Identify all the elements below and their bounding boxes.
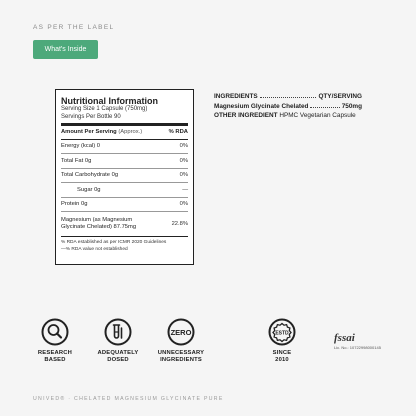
amount-per-serving: Amount Per Serving <box>61 129 117 135</box>
nutrient-value: 0% <box>179 157 188 164</box>
rda-header: % RDA <box>168 129 188 135</box>
nutrient-label: Protein 0g <box>61 201 88 207</box>
nutrient-label: Magnesium (as Magnesium Glycinate Chelated) 87.75mg <box>61 217 137 230</box>
ingredient-qty: 750mg <box>341 102 362 110</box>
other-ingredient-row <box>214 111 362 121</box>
ingredients-panel <box>214 92 362 121</box>
servings-per-bottle: Servings Per Bottle 90 <box>61 113 121 120</box>
badge-research-based <box>25 318 85 364</box>
nutrition-row-sugar <box>61 183 188 198</box>
fssai-license: Lic. No.: 10722998000145 <box>334 345 381 350</box>
nutrient-value: 0% <box>179 143 188 149</box>
nutrient-label: Total Carbohydrate 0g <box>61 172 119 178</box>
ingredient-name: Magnesium Glycinate Chelated <box>214 102 309 110</box>
footer-text: UNIVED® · CHELATED MAGNESIUM GLYCINATE PURE <box>33 396 224 402</box>
rda-note: % RDA established as per ICMR 2020 Guidelines <box>61 240 167 245</box>
fssai-logo: fssai <box>334 332 355 344</box>
top-label: AS PER THE LABEL <box>33 24 115 31</box>
rda-not-established-note: —% RDA value not established <box>61 246 128 252</box>
badge-since-2010 <box>252 318 312 364</box>
nutrient-label: Total Fat 0g <box>61 157 92 164</box>
badge-caption <box>88 350 148 364</box>
other-ingredient-value: HPMC Vegetarian Capsule <box>279 112 356 119</box>
badge-caption-line: INGREDIENTS <box>160 357 202 363</box>
other-ingredient-label: OTHER INGREDIENT <box>214 112 278 119</box>
ingredients-heading: INGREDIENTS <box>214 93 258 100</box>
nutrition-row-energy <box>61 140 188 155</box>
nutrition-title: Nutritional Information <box>61 96 158 106</box>
nutrition-notes <box>61 240 188 253</box>
nutrition-row-fat <box>61 154 188 169</box>
nutrition-header-row <box>61 126 188 140</box>
nutrition-row-protein <box>61 198 188 213</box>
ingredient-row <box>214 102 362 112</box>
badge-caption-line: 2010 <box>275 357 289 363</box>
nutrient-value: — <box>182 186 188 193</box>
approx-label: (Approx.) <box>118 129 143 135</box>
estd-icon-text: ESTD <box>275 330 289 337</box>
fssai-mark <box>334 333 404 350</box>
badge-caption-line: RESEARCH <box>37 350 73 356</box>
magnifier-icon <box>41 318 69 346</box>
badge-caption-line: UNNECESSARY <box>157 350 205 356</box>
nutrition-facts-label <box>55 89 194 265</box>
nutrition-row-magnesium <box>61 212 188 237</box>
nutrient-value: 0% <box>179 201 188 207</box>
badge-caption-line: DOSED <box>107 357 129 363</box>
badge-caption-line: ADEQUATELY <box>97 350 139 356</box>
estd-seal-icon <box>268 318 296 346</box>
zero-icon <box>167 318 195 346</box>
nutrition-row-carbohydrate <box>61 169 188 184</box>
dotted-leader <box>310 107 339 108</box>
nutrient-value: 22.8% <box>171 220 188 227</box>
test-tube-icon <box>104 318 132 346</box>
badge-caption <box>151 350 211 364</box>
badge-adequately-dosed <box>88 318 148 364</box>
badge-caption <box>252 350 312 364</box>
dotted-leader <box>260 97 317 98</box>
badge-caption-line: SINCE <box>272 350 292 356</box>
nutrient-label: Sugar 0g <box>77 186 101 193</box>
nutrient-label: Energy (kcal) 0 <box>61 143 100 149</box>
nutrient-value: 0% <box>179 172 188 178</box>
badge-caption <box>25 350 85 364</box>
whats-inside-tab[interactable]: What's Inside <box>33 40 98 59</box>
badge-zero-unnecessary <box>151 318 211 364</box>
badge-caption-line: BASED <box>44 357 66 363</box>
serving-size: Serving Size 1 Capsule (750mg) <box>61 106 148 112</box>
qty-heading: QTY/SERVING <box>318 93 362 100</box>
ingredients-header <box>214 92 362 102</box>
zero-icon-text: ZERO <box>170 327 192 337</box>
